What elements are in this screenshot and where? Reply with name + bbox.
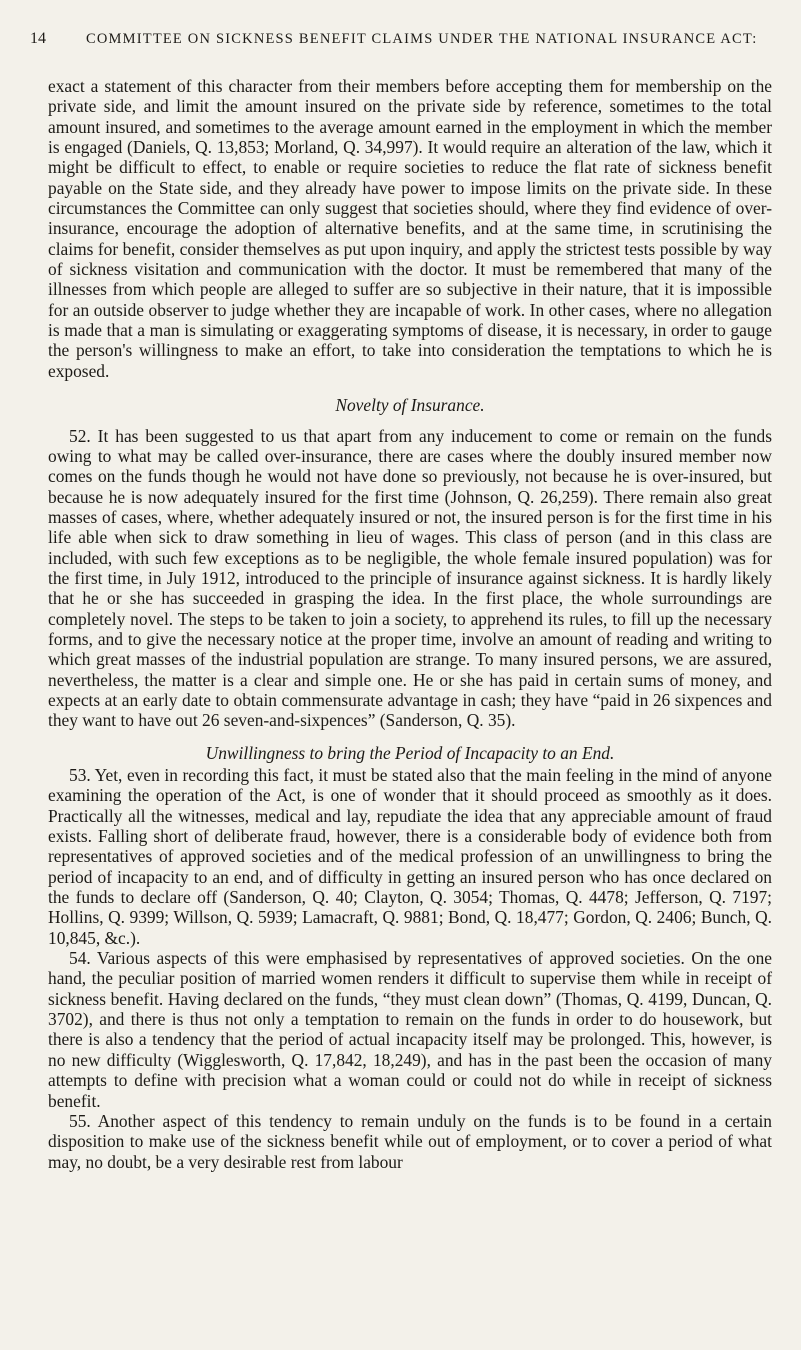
page-number: 14	[30, 30, 46, 47]
running-title: COMMITTEE ON SICKNESS BENEFIT CLAIMS UNDER THE NATIONAL INSURANCE ACT:	[86, 31, 758, 47]
paragraph-54: 54. Various aspects of this were emphasised by representatives of approved societies. On the one hand, the peculiar position of married women renders it difficult to supervise them while in receipt of sickness benefit. Having declared on the funds, “they must clean down” (Thomas, Q. 4199, Duncan, Q. 3702), and there is thus not only a temptation to remain on the funds in order to do housework, but there is also a tendency that the period of actual incapacity itself may be prolonged. This, however, is no new difficulty (Wigglesworth, Q. 17,842, 18,249), and has in the past been the occasion of many attempts to define with precision what a woman could or could not do while in receipt of sickness benefit.	[48, 948, 772, 1111]
paragraph-55: 55. Another aspect of this tendency to remain unduly on the funds is to be found in a certain disposition to make use of the sickness benefit while out of employment, or to cover a period of what may, no doubt, be a very desirable rest from labour	[48, 1110, 772, 1172]
running-header	[30, 30, 781, 48]
section-heading-unwillingness: Unwillingness to bring the Period of Incapacity to an End.	[205, 742, 615, 763]
body-text	[48, 76, 772, 1172]
paragraph-53: 53. Yet, even in recording this fact, it must be stated also that the main feeling in the mind of anyone examining the operation of the Act, is one of wonder that it should proceed as smoothly as it does. Practically all the witnesses, medical and lay, repudiate the idea that any appreciable amount of fraud exists. Falling short of deliberate fraud, however, there is a considerable body of evidence both from representatives of approved societies and of the medical profession of an unwillingness to bring the period of incapacity to an end, and of difficulty in getting an insured person who has once declared on the funds to declare off (Sanderson, Q. 40; Clayton, Q. 3054; Thomas, Q. 4478; Jefferson, Q. 7197; Hollins, Q. 9399; Willson, Q. 5939; Lamacraft, Q. 9881; Bond, Q. 18,477; Gordon, Q. 2406; Bunch, Q. 10,845, &c.).	[48, 765, 772, 948]
paragraph-continuation: exact a statement of this character from their members before accepting them for membership on the private side, and limit the amount insured on the private side by reference, sometimes to the total amount insured, and sometimes to the average amount earned in the employment in which the member is engaged (Daniels, Q. 13,853; Morland, Q. 34,997). It would require an alteration of the law, which it might be difficult to effect, to enable or require societies to reduce the flat rate of sickness benefit payable on the State side, and they already have power to impose limits on the private side. In these circumstances the Committee can only suggest that societies should, where they find evidence of over-insurance, encourage the adoption of alternative benefits, and at the same time, in scrutinising the claims for benefit, consider themselves as put upon inquiry, and apply the strictest tests possible by way of sickness visitation and communication with the doctor. It must be remembered that many of the illnesses from which people are alleged to suffer are so subjective in their nature, that it is impossible for an outside observer to judge whether they are incapable of work. In other cases, where no allegation is made that a man is simulating or exaggerating symptoms of disease, it is necessary, in order to gauge the person's willingness to make an effort, to take into consideration the temptations to which he is exposed.	[48, 76, 772, 381]
section-heading-novelty: Novelty of Insurance.	[335, 395, 485, 416]
paragraph-52: 52. It has been suggested to us that apart from any inducement to come or remain on the funds owing to what may be called over-insurance, there are cases where the doubly insured member now comes on the funds though he would not have done so previously, not because he is over-insured, but because he is now adequately insured for the first time (Johnson, Q. 26,259). There remain also great masses of cases, where, whether adequately insured or not, the insured person is for the first time in his life able when sick to draw something in lieu of wages. This class of person (and in this class are included, with such few exceptions as to be negligible, the whole female insured population) was for the first time, in July 1912, introduced to the principle of insurance against sickness. It is hardly likely that he or she has succeeded in grasping the idea. In the first place, the whole surroundings are completely novel. The steps to be taken to join a society, to apprehend its rules, to fill up the necessary forms, and to give the necessary notice at the proper time, involve an amount of reading and writing to which great masses of the industrial population are strange. To many insured persons, we are assured, nevertheless, the matter is a clear and simple one. He or she has paid in certain sums of money, and expects at an early date to obtain commensurate advantage in cash; they have “paid in 26 sixpences and they want to have out 26 seven-and-sixpences” (Sanderson, Q. 35).	[48, 425, 772, 731]
